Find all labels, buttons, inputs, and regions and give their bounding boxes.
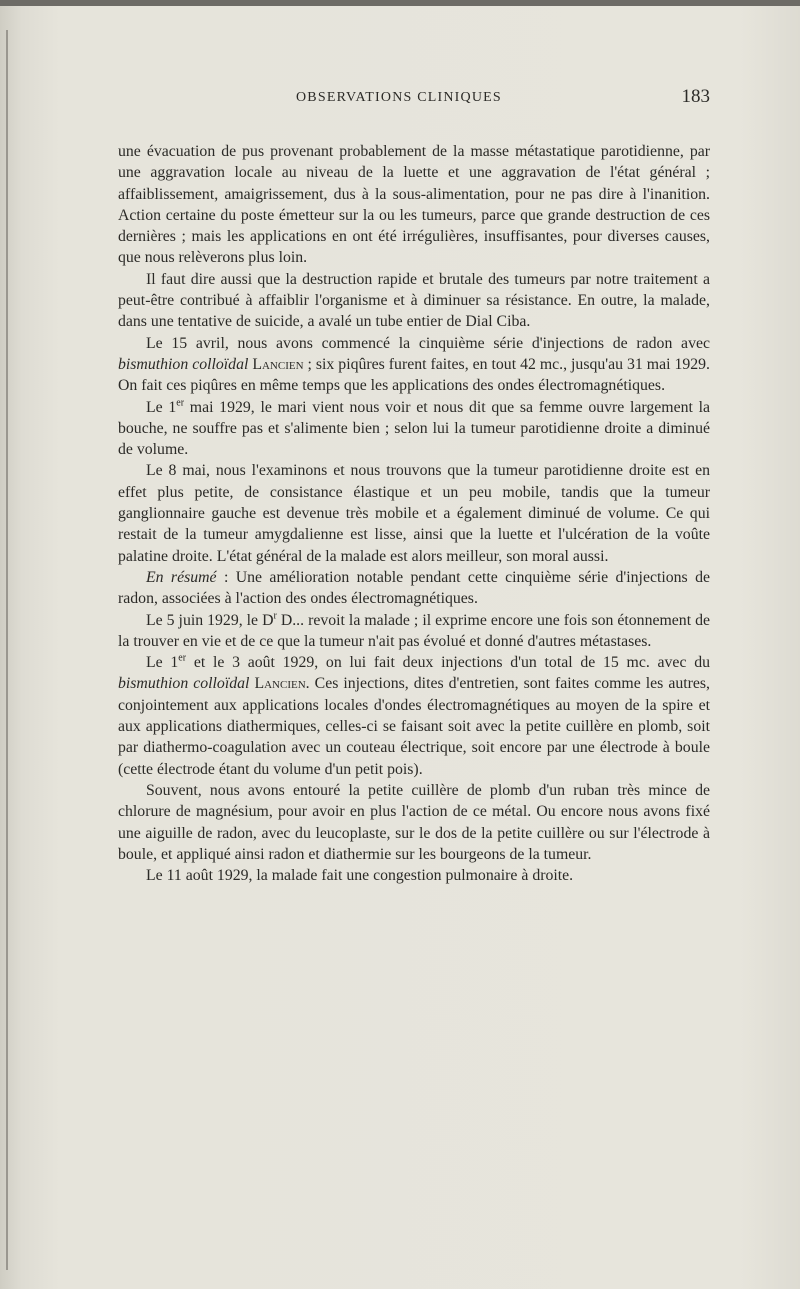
text-run: Souvent, nous avons entouré la petite cuillère de plomb d'un ruban très mince de chlorure de magnésium, pour avoir en plus l'action de ce métal. Ou encore nous avons fixé une aiguille de radon, avec du leucoplaste, sur le dos de la petite cuillère ou sur l'électrode à boule, et appliqué ainsi radon et diathermie sur les bourgeons de la tumeur. — [118, 781, 710, 863]
page-header — [118, 88, 710, 114]
running-title: OBSERVATIONS CLINIQUES — [296, 90, 502, 105]
paragraph — [118, 460, 710, 566]
paragraph — [118, 865, 710, 886]
text-run: Le 8 mai, nous l'examinons et nous trouvons que la tumeur parotidienne droite est en effet plus petite, de consistance élastique et un peu mobile, tandis que la tumeur ganglionnaire gauche est devenue très mobile et a également diminué de volume. Ce qui restait de la tumeur amygdalienne est lisse, ainsi que la luette et l'ulcération de la voûte palatine droite. L'état général de la malade est alors meilleur, son moral aussi. — [118, 462, 710, 565]
paragraph — [118, 610, 710, 653]
paragraph — [118, 141, 710, 269]
text-run: bismuthion colloïdal — [118, 675, 250, 693]
text-run: Le 5 juin 1929, le D — [146, 611, 274, 629]
text-run: Lancien — [254, 675, 306, 693]
text-run: D... revoit la malade ; il exprime encore une fois son étonnement de la trouver en vie et de ce que la tumeur n'ait pas évolué et donné d'autres métastases. — [118, 611, 710, 650]
text-run: ; six piqûres furent faites, en tout 42 mc., jusqu'au 31 mai 1929. On fait ces piqûres en même temps que les applications des ondes électromagnétiques. — [118, 355, 710, 395]
text-run: Le 15 avril, nous avons commencé la cinquième série d'injections de radon avec — [146, 334, 710, 352]
body-text — [118, 141, 710, 886]
paragraph — [118, 333, 710, 397]
page-number: 183 — [681, 86, 710, 107]
text-run: Il faut dire aussi que la destruction rapide et brutale des tumeurs par notre traitement a peut-être contribué à affaiblir l'organisme et à diminuer sa résistance. En outre, la malade, dans une tentative de suicide, a avalé un tube entier de Dial Ciba. — [118, 270, 710, 331]
text-run: er — [176, 397, 185, 409]
paragraph — [118, 397, 710, 461]
paragraph — [118, 269, 710, 333]
text-run: une évacuation de pus provenant probablement de la masse métastatique parotidienne, par une aggravation locale au niveau de la luette et une aggravation de l'état général ; affaiblissement, amaigrissement, dus à la sous-alimentation, pour ne pas dire à l'inanition. Action certaine du poste émetteur sur la ou les tumeurs, parce que grande destruction de ces dernières ; mais les applications en ont été irrégulières, insuffisantes, pour diverses causes, que nous relèverons plus loin. — [118, 143, 710, 267]
text-run: et le 3 août 1929, on lui fait deux injections d'un total de 15 mc. avec du — [186, 654, 710, 672]
paragraph — [118, 567, 710, 610]
text-run: : Une amélioration notable pendant cette cinquième série d'injections de radon, associées à l'action des ondes électromagnétiques. — [118, 568, 710, 608]
text-run: bismuthion colloïdal — [118, 355, 249, 373]
text-run: r — [273, 610, 277, 622]
text-run: Lancien — [252, 355, 304, 373]
text-run: . Ces injections, dites d'entretien, sont faites comme les autres, conjointement aux applications locales d'ondes électromagnétiques au moyen de la spire et aux applications diathermiques, celles-ci se faisant soit avec la petite cuillère en plomb, soit par diathermo-coagulation avec un couteau électrique, soit encore par une électrode à boule (cette électrode étant du volume d'un petit pois). — [118, 675, 711, 778]
text-run: En résumé — [146, 568, 217, 586]
text-run: Le 11 août 1929, la malade fait une congestion pulmonaire à droite. — [146, 867, 574, 885]
text-run: er — [178, 652, 187, 664]
text-run: Le 1 — [146, 398, 177, 416]
text-run: Le 1 — [146, 654, 179, 672]
paragraph — [118, 780, 710, 865]
text-run: mai 1929, le mari vient nous voir et nous dit que sa femme ouvre largement la bouche, ne souffre pas et s'alimente bien ; selon lui la tumeur parotidienne droite a diminué de volume. — [118, 398, 710, 459]
paragraph — [118, 652, 710, 780]
